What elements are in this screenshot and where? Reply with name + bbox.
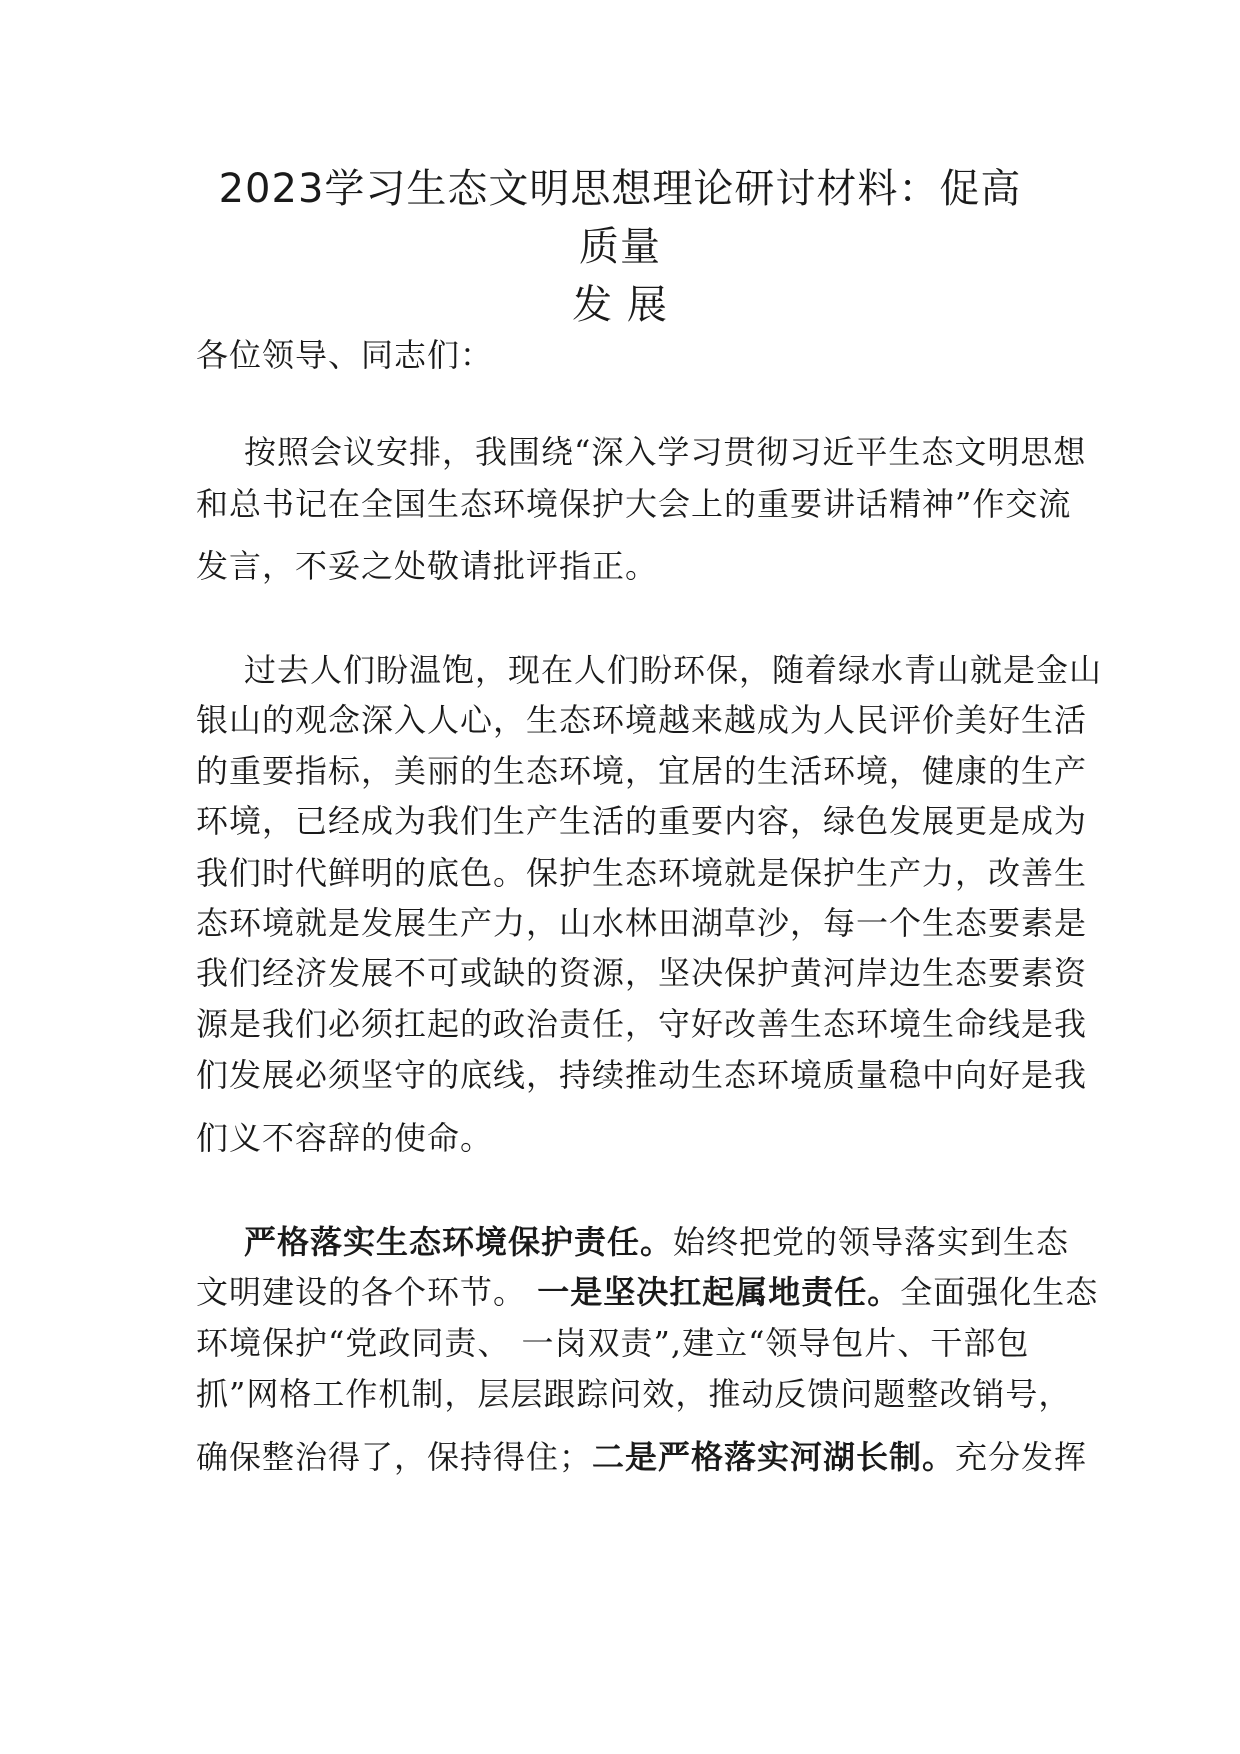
para3-line-5-text: 确保整治得了，保持得住； (196, 1438, 593, 1476)
para3-line-5-rest: 充分发挥 (955, 1438, 1088, 1476)
para3-line-1 (244, 1222, 1070, 1262)
para3-heading: 严格落实生态环境保护责任。 (244, 1223, 674, 1261)
title-line-2: 发 展 (572, 282, 668, 328)
para3-point-2: 二是严格落实河湖长制。 (592, 1438, 956, 1476)
para3-line-1-rest: 始终把党的领导落实到生态 (673, 1223, 1070, 1261)
document-title (200, 160, 1040, 334)
para2-line-4: 环境，已经成为我们生产生活的重要内容，绿色发展更是成为 (196, 802, 1088, 840)
para3-line-3: 环境保护“党政同责、 一岗双责”,建立“领导包片、干部包 (196, 1324, 1030, 1362)
para3-line-5 (196, 1437, 1088, 1477)
para2-line-7: 我们经济发展不可或缺的资源，坚决保护黄河岸边生态要素资 (196, 954, 1088, 992)
para2-line-10: 们义不容辞的使命。 (196, 1119, 494, 1157)
para2-line-1: 过去人们盼温饱，现在人们盼环保，随着绿水青山就是金山 (244, 651, 1103, 689)
para1-line-2: 和总书记在全国生态环境保护大会上的重要讲话精神”作交流 (196, 485, 1072, 523)
salutation: 各位领导、同志们： (196, 336, 494, 374)
para2-line-9: 们发展必须坚守的底线，持续推动生态环境质量稳中向好是我 (196, 1056, 1088, 1094)
para3-line-2 (196, 1272, 1099, 1312)
para2-line-8: 源是我们必须扛起的政治责任，守好改善生态环境生命线是我 (196, 1005, 1088, 1043)
para1-line-3: 发言，不妥之处敬请批评指正。 (196, 547, 659, 585)
para3-line-2-text: 文明建设的各个环节。 (196, 1273, 538, 1311)
para2-line-2: 银山的观念深入人心，生态环境越来越成为人民评价美好生活 (196, 701, 1088, 739)
para3-line-2-rest: 全面强化生态 (900, 1273, 1099, 1311)
title-line-1: 2023学习生态文明思想理论研讨材料：促高质量 (218, 166, 1022, 270)
para2-line-5: 我们时代鲜明的底色。保护生态环境就是保护生产力，改善生 (196, 854, 1088, 892)
para3-line-4: 抓”网格工作机制，层层跟踪问效，推动反馈问题整改销号， (196, 1375, 1072, 1413)
para1-line-1: 按照会议安排，我围绕“深入学习贯彻习近平生态文明思想 (244, 433, 1087, 471)
para3-point-1: 一是坚决扛起属地责任。 (537, 1273, 901, 1311)
para2-line-6: 态环境就是发展生产力，山水林田湖草沙，每一个生态要素是 (196, 904, 1088, 942)
para2-line-3: 的重要指标，美丽的生态环境，宜居的生活环境，健康的生产 (196, 752, 1088, 790)
